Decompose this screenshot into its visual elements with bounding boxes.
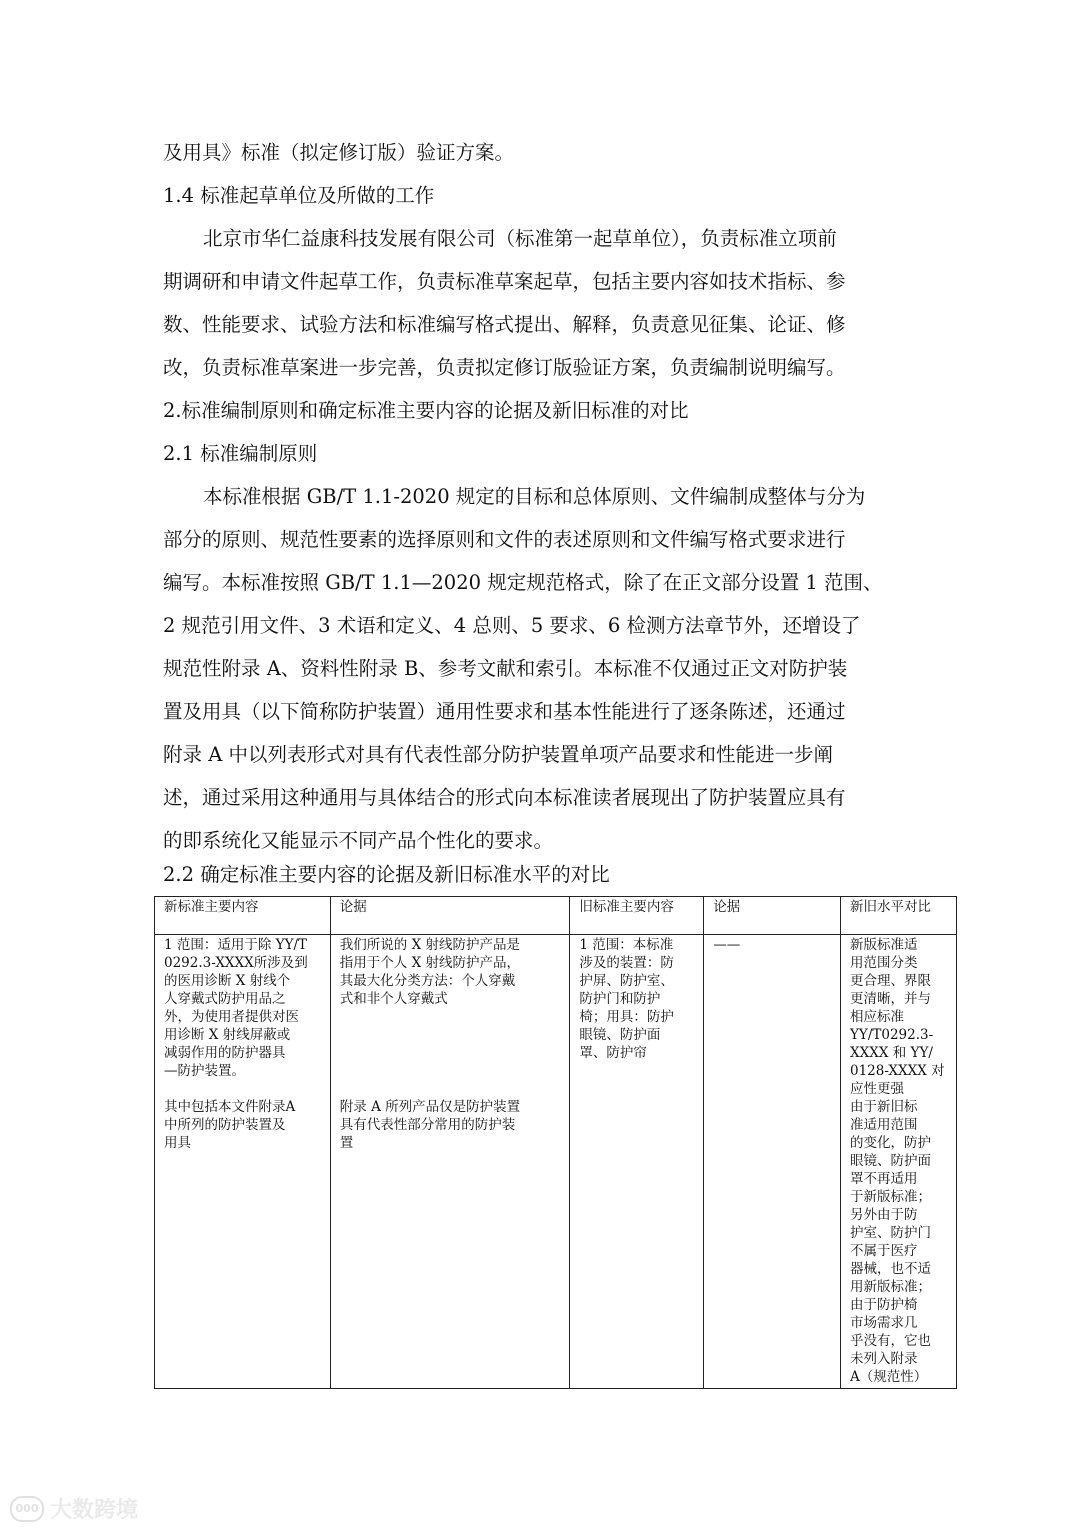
cell-line: 市场需求几 [850, 1315, 918, 1331]
cell-line: 罩、防护帘 [579, 1045, 647, 1061]
cell-line: 眼镜、防护面 [850, 1153, 931, 1169]
cell-line: 用范围分类 [850, 955, 918, 971]
spacer [164, 1080, 322, 1098]
cell-line: 相应标准 [850, 1009, 904, 1025]
table-cell-comparison [841, 935, 957, 1389]
paragraph-line: 的即系统化又能显示不同产品个性化的要求。 [163, 829, 554, 852]
paragraph-line: 北京市华仁益康科技发展有限公司（标准第一起草单位），负责标准立项前 [203, 227, 837, 250]
cell-line: 的变化，防护 [850, 1135, 931, 1151]
cell-line: 我们所说的 X 射线防护产品是 [339, 937, 520, 953]
cell-line: 准适用范围 [850, 1117, 918, 1133]
cell-line: 新版标准适 [850, 937, 918, 953]
cell-line: 的医用诊断 X 射线个 [164, 973, 291, 989]
paragraph-line: 数、性能要求、试验方法和标准编写格式提出、解释，负责意见征集、论证、修 [163, 313, 846, 336]
comparison-table [154, 896, 957, 1389]
cell-line: 0128-XXXX 对 [850, 1063, 945, 1079]
cell-line: 另外由于防 [850, 1207, 918, 1223]
cell-line: 应性更强 [850, 1081, 904, 1097]
cell-line: 护屏、防护室、 [579, 973, 674, 989]
cell-line: 由于新旧标 [850, 1099, 918, 1115]
cell-line: 其中包括本文件附录A [164, 1099, 296, 1115]
cell-line: 乎没有，它也 [850, 1333, 931, 1349]
cell-line: —防护装置。 [164, 1063, 245, 1079]
table-header-cell: 论据 [704, 897, 841, 935]
cell-line: 指用于个人 X 射线防护产品， [339, 955, 520, 971]
cell-line: 更清晰，并与 [850, 991, 931, 1007]
cell-line: 外，为使用者提供对医 [164, 1009, 299, 1025]
spacer [340, 1008, 562, 1098]
table-header-cell: 新旧水平对比 [841, 897, 957, 935]
cell-line: 1 范围：适用于除 YY/T [164, 937, 308, 953]
paragraph-line: 规范性附录 A、资料性附录 B、参考文献和索引。本标准不仅通过正文对防护装 [163, 657, 848, 680]
cell-line: 式和非个人穿戴式 [339, 991, 448, 1007]
paragraph-line: 本标准根据 GB/T 1.1-2020 规定的目标和总体原则、文件编制成整体与分为 [203, 485, 866, 508]
cell-line: 护室、防护门 [850, 1225, 931, 1241]
paragraph-line: 述，通过采用这种通用与具体结合的形式向本标准读者展现出了防护装置应具有 [163, 786, 846, 809]
paragraph-line: 期调研和申请文件起草工作，负责标准草案起草，包括主要内容如技术指标、参 [163, 270, 846, 293]
table-header-cell: 论据 [330, 897, 570, 935]
cell-line: 涉及的装置：防 [579, 955, 674, 971]
table-header-cell: 新标准主要内容 [155, 897, 331, 935]
section-heading-2: 2.标准编制原则和确定标准主要内容的论据及新旧标准的对比 [163, 399, 689, 422]
cell-line: 其最大化分类方法：个人穿戴 [339, 973, 516, 989]
cell-line: 人穿戴式防护用品之 [164, 991, 286, 1007]
watermark-text: 大数跨境 [50, 1498, 139, 1523]
cell-line: 具有代表性部分常用的防护装 [339, 1117, 516, 1133]
cell-line: 中所列的防护装置及 [164, 1117, 286, 1133]
paragraph-line: 改，负责标准草案进一步完善，负责拟定修订版验证方案，负责编制说明编写。 [163, 356, 846, 379]
table-row [155, 935, 957, 1389]
watermark-logo-icon: 000 [10, 1496, 44, 1522]
paragraph-line: 置及用具（以下简称防护装置）通用性要求和基本性能进行了逐条陈述，还通过 [163, 700, 846, 723]
cell-line: XXXX 和 YY/ [850, 1045, 933, 1061]
cell-line: 0292.3-XXXX所涉及到 [164, 955, 308, 971]
table-cell-new-basis [330, 935, 570, 1389]
cell-line: 于新版标准； [850, 1189, 931, 1205]
table-header-row [155, 897, 957, 935]
section-heading-1-4: 1.4 标准起草单位及所做的工作 [163, 184, 435, 207]
cell-line: A（规范性） [850, 1369, 928, 1385]
cell-line: 防护门和防护 [579, 991, 661, 1007]
table-cell-old-basis: —— [704, 935, 841, 1389]
cell-line: 1 范围：本标准 [579, 937, 674, 953]
cell-line: 罩不再适用 [850, 1171, 918, 1187]
cell-line: 用诊断 X 射线屏蔽或 [164, 1027, 291, 1043]
cell-line: 用具 [164, 1135, 191, 1151]
cell-line: 不属于医疗 [850, 1243, 918, 1259]
cell-line: 更合理、界限 [850, 973, 931, 989]
paragraph-line: 2 规范引用文件、3 术语和定义、4 总则、5 要求、6 检测方法章节外，还增设了 [163, 614, 861, 637]
cell-line: 减弱作用的防护器具 [164, 1045, 286, 1061]
section-heading-2-1: 2.1 标准编制原则 [163, 442, 318, 465]
watermark [10, 1493, 138, 1524]
paragraph-line: 及用具》标准（拟定修订版）验证方案。 [163, 141, 515, 164]
cell-line: 椅；用具：防护 [579, 1009, 674, 1025]
cell-line: 置 [339, 1135, 354, 1151]
cell-line: 眼镜、防护面 [579, 1027, 661, 1043]
cell-line: 器械，也不适 [850, 1261, 931, 1277]
cell-line: YY/T0292.3- [850, 1027, 934, 1043]
paragraph-line: 编写。本标准按照 GB/T 1.1—2020 规定规范格式，除了在正文部分设置 1 范围、 [163, 571, 883, 594]
paragraph-line: 部分的原则、规范性要素的选择原则和文件的表述原则和文件编写格式要求进行 [163, 528, 846, 551]
cell-line: 由于防护椅 [850, 1297, 918, 1313]
cell-line: 用新版标准； [850, 1279, 931, 1295]
cell-line: 附录 A 所列产品仅是防护装置 [339, 1099, 521, 1115]
table-header-cell: 旧标准主要内容 [570, 897, 704, 935]
section-heading-2-2: 2.2 确定标准主要内容的论据及新旧标准水平的对比 [163, 863, 610, 886]
table-cell-new-content [155, 935, 331, 1389]
paragraph-line: 附录 A 中以列表形式对具有代表性部分防护装置单项产品要求和性能进一步阐 [163, 743, 833, 766]
table-cell-old-content [570, 935, 704, 1389]
cell-line: 未列入附录 [850, 1351, 918, 1367]
